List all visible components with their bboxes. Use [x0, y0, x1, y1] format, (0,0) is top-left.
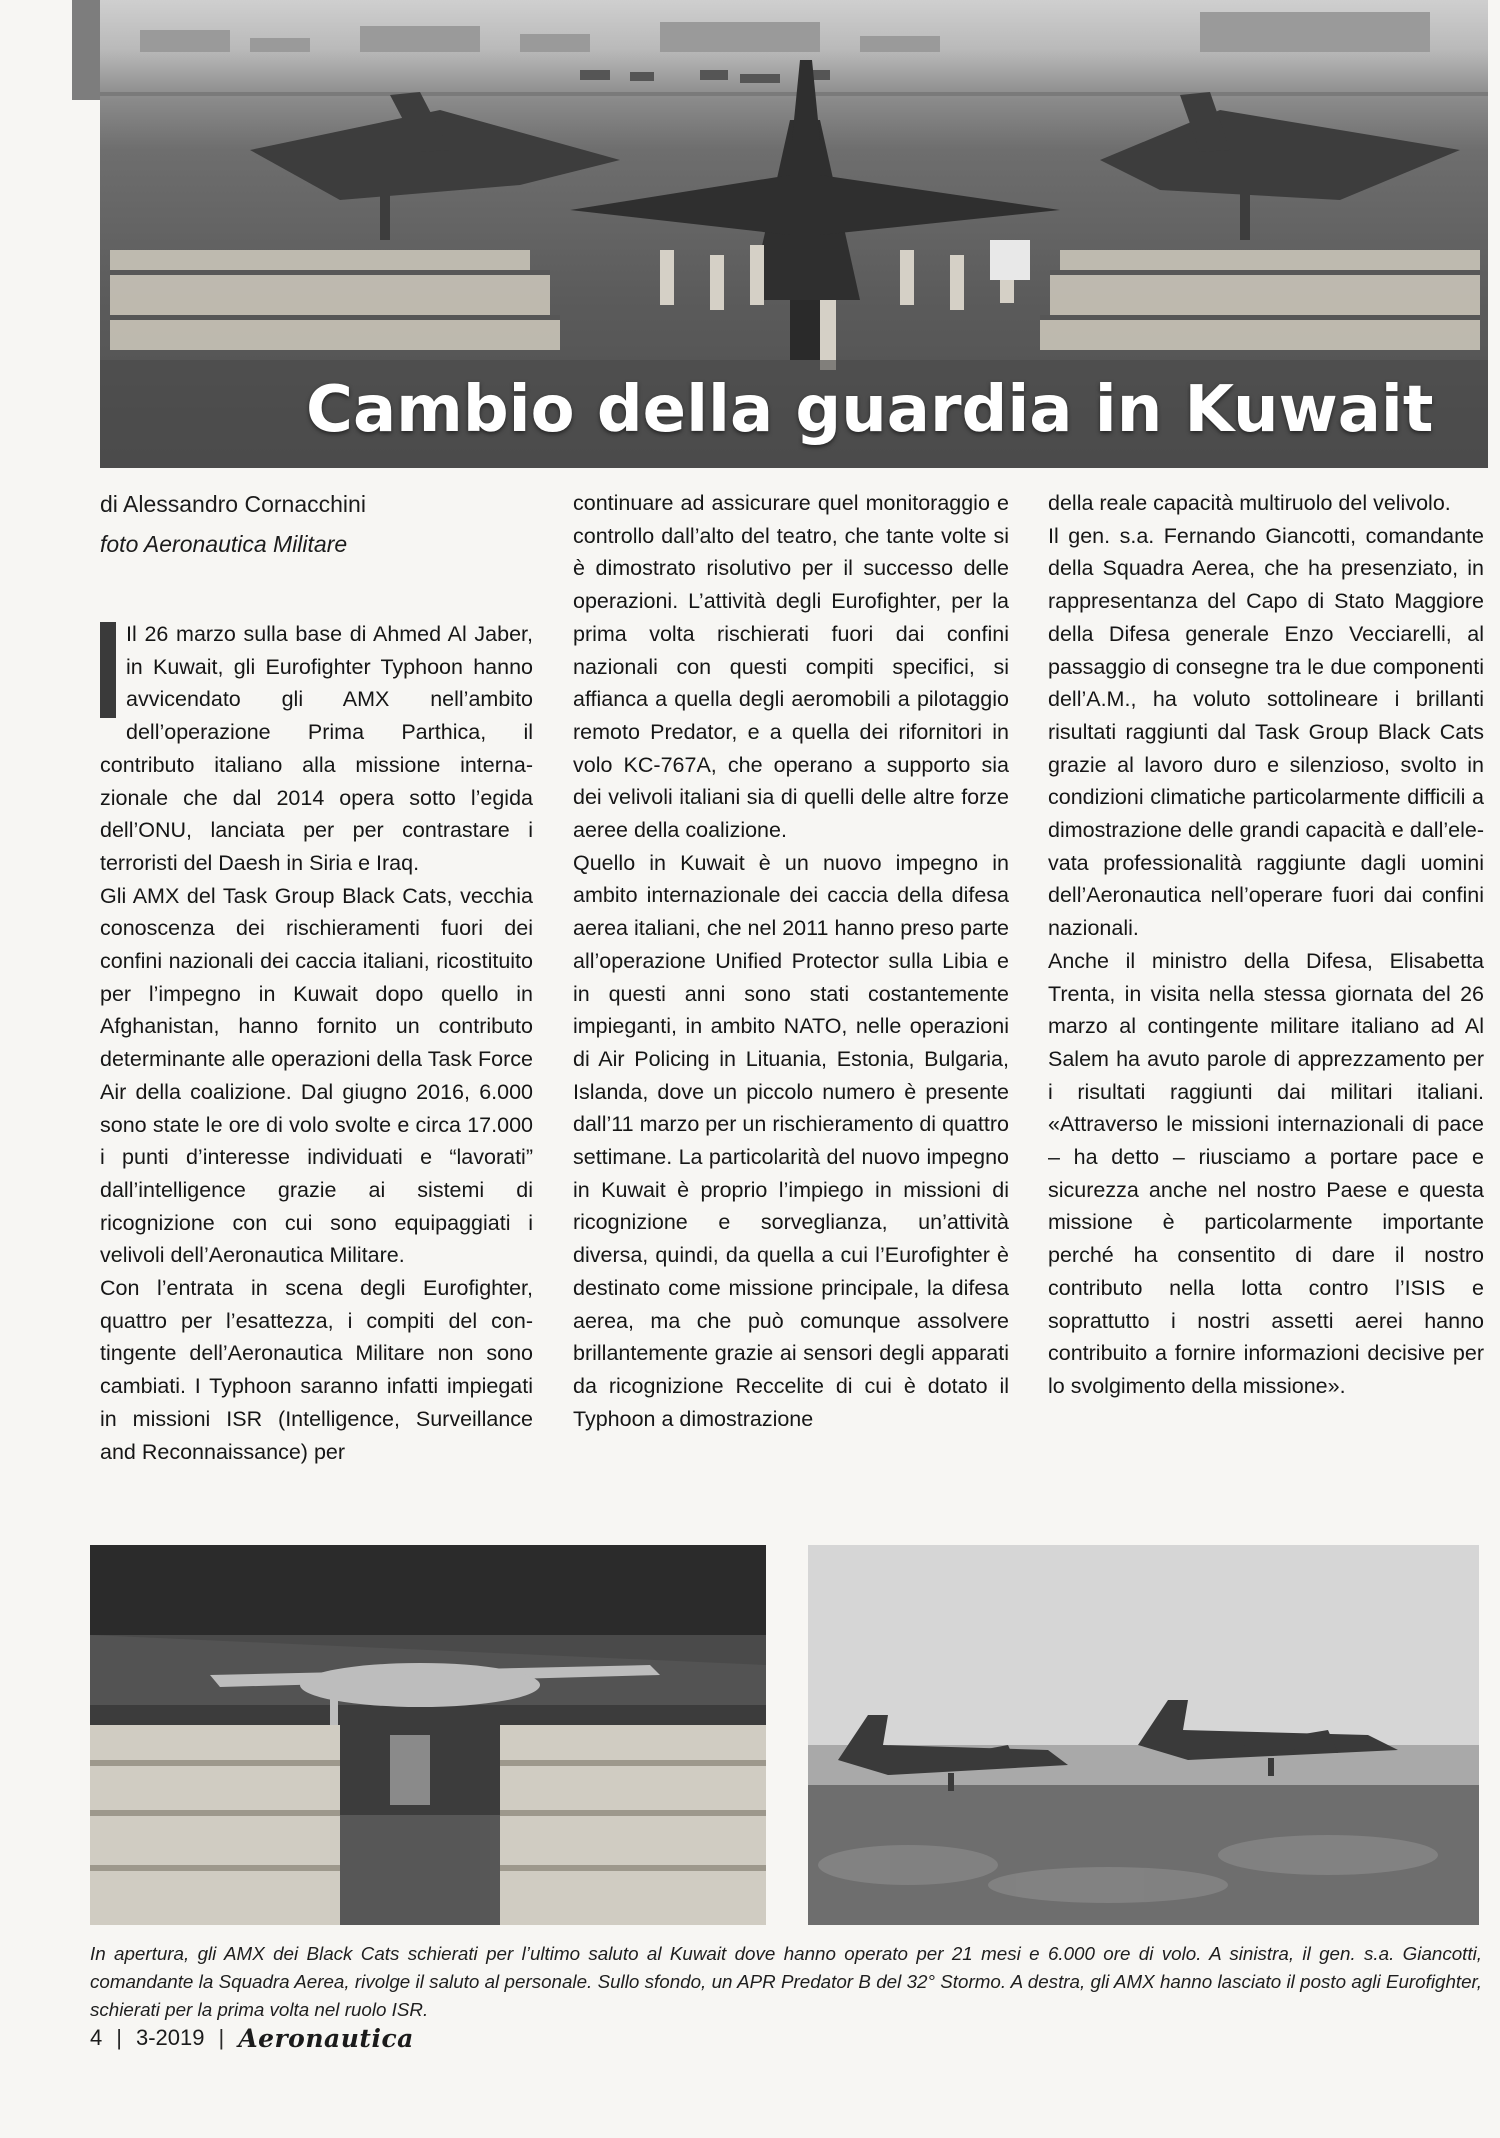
paragraph: Con l’entrata in scena degli Eurofighter, quattro per l’esattezza, i compiti del contingente dell’Aeronautica Militare non sono cambiati. I Typhoon saranno infatti impiegati in missioni ISR (Intelligence, Surveillance and Reconnaissance) per [100, 1276, 533, 1464]
page-number: 4 [90, 2025, 103, 2050]
ceremony-hangar-photo-icon [90, 1545, 766, 1925]
paragraph: Il gen. s.a. Fernando Giancotti, comandante della Squadra Aerea, che ha presenziato, in rappresentanza del Capo di Stato Maggiore della Difesa generale Enzo Vecciarelli, al passaggio di consegne tra le due componenti dell’A.M., ha voluto sottolineare i brillanti risultati raggiunti dal Task Group Black Cats grazie al lavoro duro e silenzioso, svolto in condizioni climatiche particolarmente difficili a dimostrazione delle grandi capacità e dall’elevata professionalità raggiunte dagli uomini dell’Aeronautica nell’operare fuori dai confini nazionali. [1048, 523, 1484, 941]
byline [100, 484, 530, 564]
footer-separator: | [116, 2025, 122, 2050]
photo-caption: In apertura, gli AMX dei Black Cats schierati per l’ultimo saluto al Kuwait dove hanno operato per 21 mesi e 6.000 ore di volo. A sinistra, il gen. s.a. Giancotti, comandante la Squadra Aerea, rivolge il saluto al personale. Sullo sfondo, un APR Predator B del 32° Stormo. A destra, gli AMX hanno lasciato il posto agli Eurofighter, schierati per la prima volta nel ruolo ISR. [90, 1943, 1482, 2020]
corner-block [72, 0, 102, 100]
paragraph: continuare ad assicurare quel monitoraggio e controllo dall’alto del teatro, che tante volte si è dimostrato risolutivo per il successo delle operazioni. L’attività degli Eurofighter, per la prima volta rischierati fuori dai confini nazionali con questi compiti specifici, si affianca a quella degli aeromobili a pilotaggio remoto Predator, e a quella dei rifornitori in volo KC-767A, che operano a supporto sia dei velivoli italiani sia di quelli delle altre forze aeree della coalizione. [573, 491, 1009, 843]
ceremony-photo [90, 1545, 766, 1925]
magazine-name: Aeronautica [238, 2023, 414, 2053]
paragraph: Quello in Kuwait è un nuovo impegno in ambito internazionale dei caccia della difesa aerea italiani, che nel 2011 hanno preso parte all’operazione Unified Protector sulla Libia e in questi anni sono stati costantemente impieganti, in ambito NATO, nelle operazioni di Air Policing in Lituania, Estonia, Bulgaria, Islanda, dove un piccolo numero è presente dall’11 marzo per un rischieramento di quattro settimane. La particolarità del nuovo impegno in Kuwait è proprio l’impiego in missioni di ricognizione e sorveglianza, un’attività diversa, quindi, da quella a cui l’Eurofighter è destinato come missione principale, la difesa aerea, ma che può comunque assolvere brillantemente grazie ai sensori degli apparati da ricognizione Reccelite di cui è dotato il Typhoon a dimostrazione [573, 850, 1009, 1431]
footer-separator: | [218, 2025, 225, 2050]
author-name: di Alessandro Cornacchini [100, 491, 366, 517]
article-column-2 [573, 487, 1009, 1435]
jets-photo [808, 1545, 1479, 1925]
paragraph: Gli AMX del Task Group Black Cats, vecchia conoscenza dei rischieramenti fuori dei confini nazionali dei caccia italiani, ricostituito per l’impegno in Kuwait dopo quello in Afghanistan, hanno fornito un contributo determinante alle operazioni della Task Force Air della coalizione. Dal giugno 2016, 6.000 sono state le ore di volo svolte e circa 17.000 i punti d’interesse individuati e “lavorati” dall’intelligence grazie ai sistemi di ricognizione con cui sono equipaggiati i velivoli dell’Aeronautica Militare. [100, 883, 533, 1268]
photo-credit: foto Aeronautica Militare [100, 531, 348, 557]
hero-photo [100, 0, 1488, 468]
paragraph: della reale capacità multiruolo del velivolo. [1048, 491, 1451, 515]
article-column-1 [100, 618, 533, 1468]
amx-jets-taxiing-photo-icon [808, 1545, 1479, 1925]
dropcap-bar [100, 622, 116, 718]
article-title: Cambio della guardia in Kuwait [306, 373, 1434, 447]
article-column-3 [1048, 487, 1484, 1403]
issue-date: 3-2019 [135, 2025, 205, 2050]
page-footer [90, 2020, 414, 2056]
paragraph: Anche il ministro della Difesa, Elisabetta Trenta, in visita nella stessa giornata del 26 marzo al contingente militare italiano ad Al Salem ha avuto parole di apprezzamento per i risultati raggiunti dai militari italiani. «Attraverso le missioni internazionali di pace – ha detto – riusciamo a portare pace e sicurezza anche nel nostro Paese e questa missione è particolarmente importante perché ha consentito di dare il nostro contributo nella lotta contro l’ISIS e soprattutto i nostri assetti aerei hanno contribuito a fornire informazioni decisive per lo svolgimento della missione». [1048, 948, 1484, 1398]
paragraph: Il 26 marzo sulla base di Ahmed Al Jaber, in Kuwait, gli Eurofighter Typhoon hanno avvicendato gli AMX nell’ambito dell’operazione Prima Parthica, il contributo italiano alla missione internazionale che dal 2014 opera sotto l’egida dell’ONU, lanciata per per contrastare i terroristi del Daesh in Siria e Iraq. [100, 622, 533, 875]
